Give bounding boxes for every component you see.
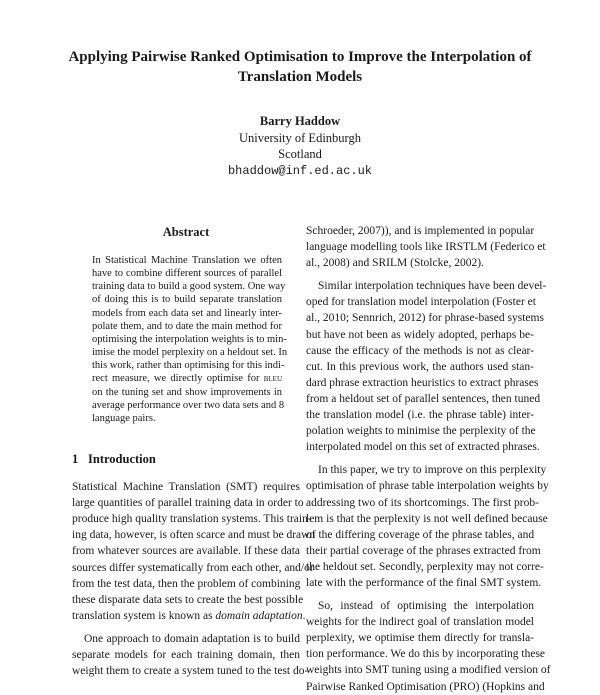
text-line-segment: translation system is known as bbox=[72, 609, 216, 622]
text-line: the translation model (i.e. the phrase table) inter- bbox=[306, 409, 534, 422]
text-line: Similar interpolation techniques have been devel- bbox=[318, 280, 547, 293]
text-line: optimisation of phrase table interpolation weights by bbox=[306, 480, 549, 493]
abstract-line: polate them, and to date the main method for bbox=[92, 320, 282, 332]
right-paragraph-1 bbox=[306, 278, 547, 455]
abstract-line: In Statistical Machine Translation we often bbox=[92, 255, 282, 266]
abstract-line: optimising the interpolation weights is to min- bbox=[92, 333, 287, 345]
bleu-term: bleu bbox=[263, 373, 282, 385]
text-line: their partial coverage of the phrases extracted from bbox=[306, 544, 541, 557]
left-column bbox=[72, 224, 316, 679]
text-line: tion performance. We do this by incorporating these bbox=[306, 648, 546, 661]
text-line: polation weights to minimise the perplexity of the bbox=[306, 425, 536, 438]
abstract-line: on the tuning set and show improvements in bbox=[92, 386, 282, 398]
text-line bbox=[72, 608, 306, 624]
text-line: interpolated model on this set of extracted phrases. bbox=[306, 441, 540, 454]
abstract-line: imise the model perplexity on a heldout set. In bbox=[92, 347, 288, 359]
text-line: Statistical Machine Translation (SMT) requires bbox=[72, 481, 300, 494]
author-email: bhaddow@inf.ed.ac.uk bbox=[227, 163, 373, 178]
author-affiliation: University of Edinburgh bbox=[239, 130, 361, 145]
text-line: from whatever sources are available. If these data bbox=[72, 545, 300, 558]
section-title: Introduction bbox=[88, 452, 156, 467]
text-line: from a heldout set of parallel sentences, then tuned bbox=[306, 392, 541, 405]
right-paragraph-2 bbox=[306, 462, 549, 591]
intro-paragraph-1 bbox=[72, 479, 316, 624]
abstract-line: training data to build a good system. One way bbox=[92, 281, 286, 293]
text-line: weight them to create a system tuned to the test do- bbox=[72, 665, 309, 678]
text-line: Pairwise Ranked Optimisation (PRO) (Hopkins and bbox=[306, 680, 545, 693]
abstract-line bbox=[92, 372, 282, 385]
text-line: sources differ systematically from each other, and/or bbox=[72, 561, 314, 574]
text-line-segment: . bbox=[302, 609, 306, 622]
abstract-line: this work, rather than optimising for this indi- bbox=[92, 360, 285, 372]
introduction-body bbox=[72, 479, 316, 679]
text-line: In this paper, we try to improve on this perplexity bbox=[318, 464, 547, 477]
abstract-line: language pairs. bbox=[92, 412, 156, 424]
abstract-line: of doing this is to build separate translation bbox=[92, 294, 282, 306]
text-line: late with the performance of the final SMT system. bbox=[306, 576, 542, 589]
abstract-line: average performance over two data sets and 8 bbox=[92, 399, 285, 411]
text-line: perplexity, we optimise them directly for transla- bbox=[306, 632, 534, 645]
intro-paragraph-2 bbox=[72, 631, 309, 679]
text-line: but have not been as widely adopted, perhaps be- bbox=[306, 328, 534, 341]
domain-adaptation-term: domain adaptation bbox=[215, 609, 303, 622]
text-line: from the test data, then the problem of combining bbox=[72, 577, 301, 590]
text-line: these disparate data sets to create the best possible bbox=[72, 593, 304, 606]
author-country: Scotland bbox=[278, 147, 322, 161]
text-line: cut. In this previous work, the authors used stan- bbox=[306, 360, 534, 373]
text-line: al., 2010; Sennrich, 2012) for phrase-based systems bbox=[306, 312, 544, 325]
author-block bbox=[150, 113, 450, 179]
text-line: dard phrase extraction heuristics to extract phrases bbox=[306, 376, 539, 389]
right-column bbox=[306, 223, 551, 695]
title-line-1: Applying Pairwise Ranked Optimisation to Improve the Interpolation of bbox=[68, 49, 532, 65]
text-line: weights into SMT tuning using a modified version of bbox=[306, 664, 551, 677]
author-name: Barry Haddow bbox=[259, 114, 341, 128]
abstract-line: have to combine different sources of parallel bbox=[92, 268, 282, 280]
text-line: produce high quality translation systems. This train- bbox=[72, 513, 312, 526]
right-paragraph-0 bbox=[306, 223, 546, 271]
text-line: Schroeder, 2007)), and is implemented in popular bbox=[306, 225, 535, 237]
text-line: language modelling tools like IRSTLM (Federico et bbox=[306, 241, 546, 254]
text-line: One approach to domain adaptation is to build bbox=[84, 632, 300, 645]
text-line: al., 2008) and SRILM (Stolcke, 2002). bbox=[306, 257, 484, 270]
text-line: separate models for each training domain, then bbox=[72, 648, 300, 661]
abstract-body bbox=[92, 254, 288, 425]
text-line: addressing two of its shortcomings. The first prob- bbox=[306, 496, 539, 509]
text-line: cause the efficacy of the methods is not as clear- bbox=[306, 344, 534, 357]
text-line: the heldout set. Secondly, perplexity may not corre- bbox=[306, 560, 544, 573]
text-line: lem is that the perplexity is not well defined because bbox=[306, 512, 548, 525]
right-paragraph-3 bbox=[306, 598, 551, 695]
text-line: oped for translation model interpolation (Foster et bbox=[306, 296, 536, 309]
section-number: 1 bbox=[72, 452, 79, 467]
abstract-line: models from each data set and linearly inter- bbox=[92, 307, 282, 319]
abstract-line-text: rect measure, we directly optimise for bbox=[92, 373, 264, 385]
title-line-2: Translation Models bbox=[237, 69, 363, 85]
section-heading-introduction bbox=[72, 451, 300, 467]
text-line: large quantities of parallel training data in order to bbox=[72, 497, 304, 510]
paper-title bbox=[40, 47, 560, 87]
text-line: ing data, however, is often scarce and must be drawn bbox=[72, 529, 316, 542]
text-line: So, instead of optimising the interpolation bbox=[318, 600, 534, 613]
abstract-heading: Abstract bbox=[162, 225, 210, 239]
text-line: weights for the indirect goal of translation model bbox=[306, 616, 534, 629]
text-line: of the differing coverage of the phrase tables, and bbox=[306, 528, 535, 541]
